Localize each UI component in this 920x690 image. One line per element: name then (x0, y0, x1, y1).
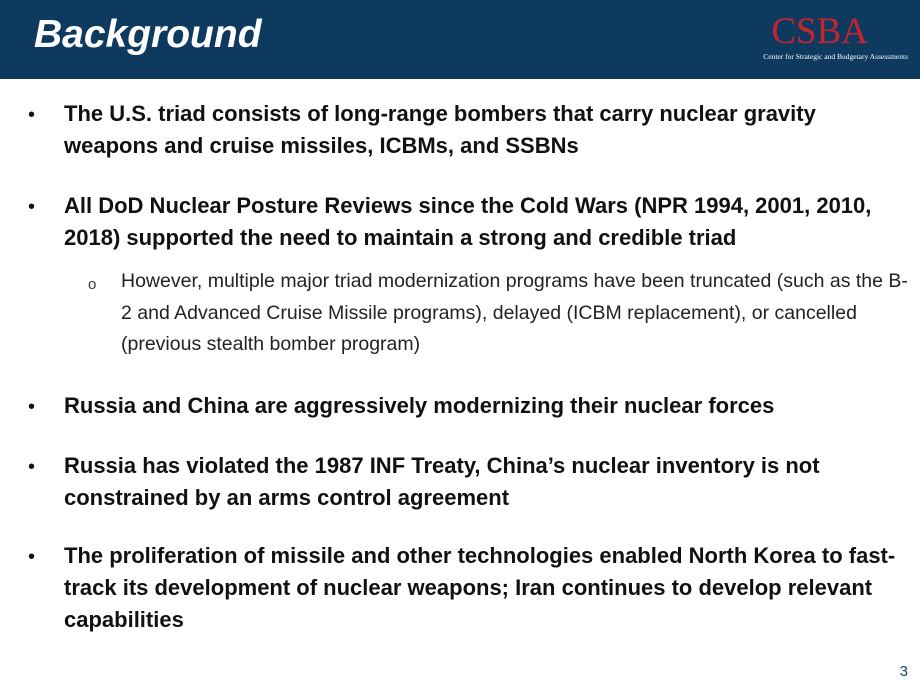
bullet-icon: • (28, 396, 36, 418)
bullet-item: All DoD Nuclear Posture Reviews since the Cold Wars (NPR 1994, 2001, 2010, 2018) supported the need to maintain a strong and credible triad (64, 193, 872, 250)
logo-subtitle: Center for Strategic and Budgetary Assessments (763, 52, 908, 61)
bullet-icon: • (28, 104, 36, 126)
page-number: 3 (899, 663, 908, 680)
bullet-icon: • (28, 546, 36, 568)
bullet-item: The U.S. triad consists of long-range bombers that carry nuclear gravity weapons and cruise missiles, ICBMs, and SSBNs (64, 101, 816, 158)
bullet-item: The proliferation of missile and other technologies enabled North Korea to fast-track its development of nuclear weapons; Iran continues to develop relevant capabilities (64, 543, 896, 632)
logo-mark: CSBA (771, 11, 868, 52)
bullet-item: Russia and China are aggressively modernizing their nuclear forces (64, 393, 775, 418)
bullet-item: Russia has violated the 1987 INF Treaty, China’s nuclear inventory is not constrained by an arms control agreement (64, 453, 820, 510)
sub-bullet-item: However, multiple major triad modernization programs have been truncated (such as the B-2 and Advanced Cruise Missile programs), delayed (ICBM replacement), or cancelled (previous stealth bomber program) (121, 270, 908, 355)
bullet-icon: • (28, 456, 36, 478)
sub-bullet-icon: o (88, 276, 97, 293)
bullet-icon: • (28, 196, 36, 218)
slide-title: Background (34, 13, 262, 56)
